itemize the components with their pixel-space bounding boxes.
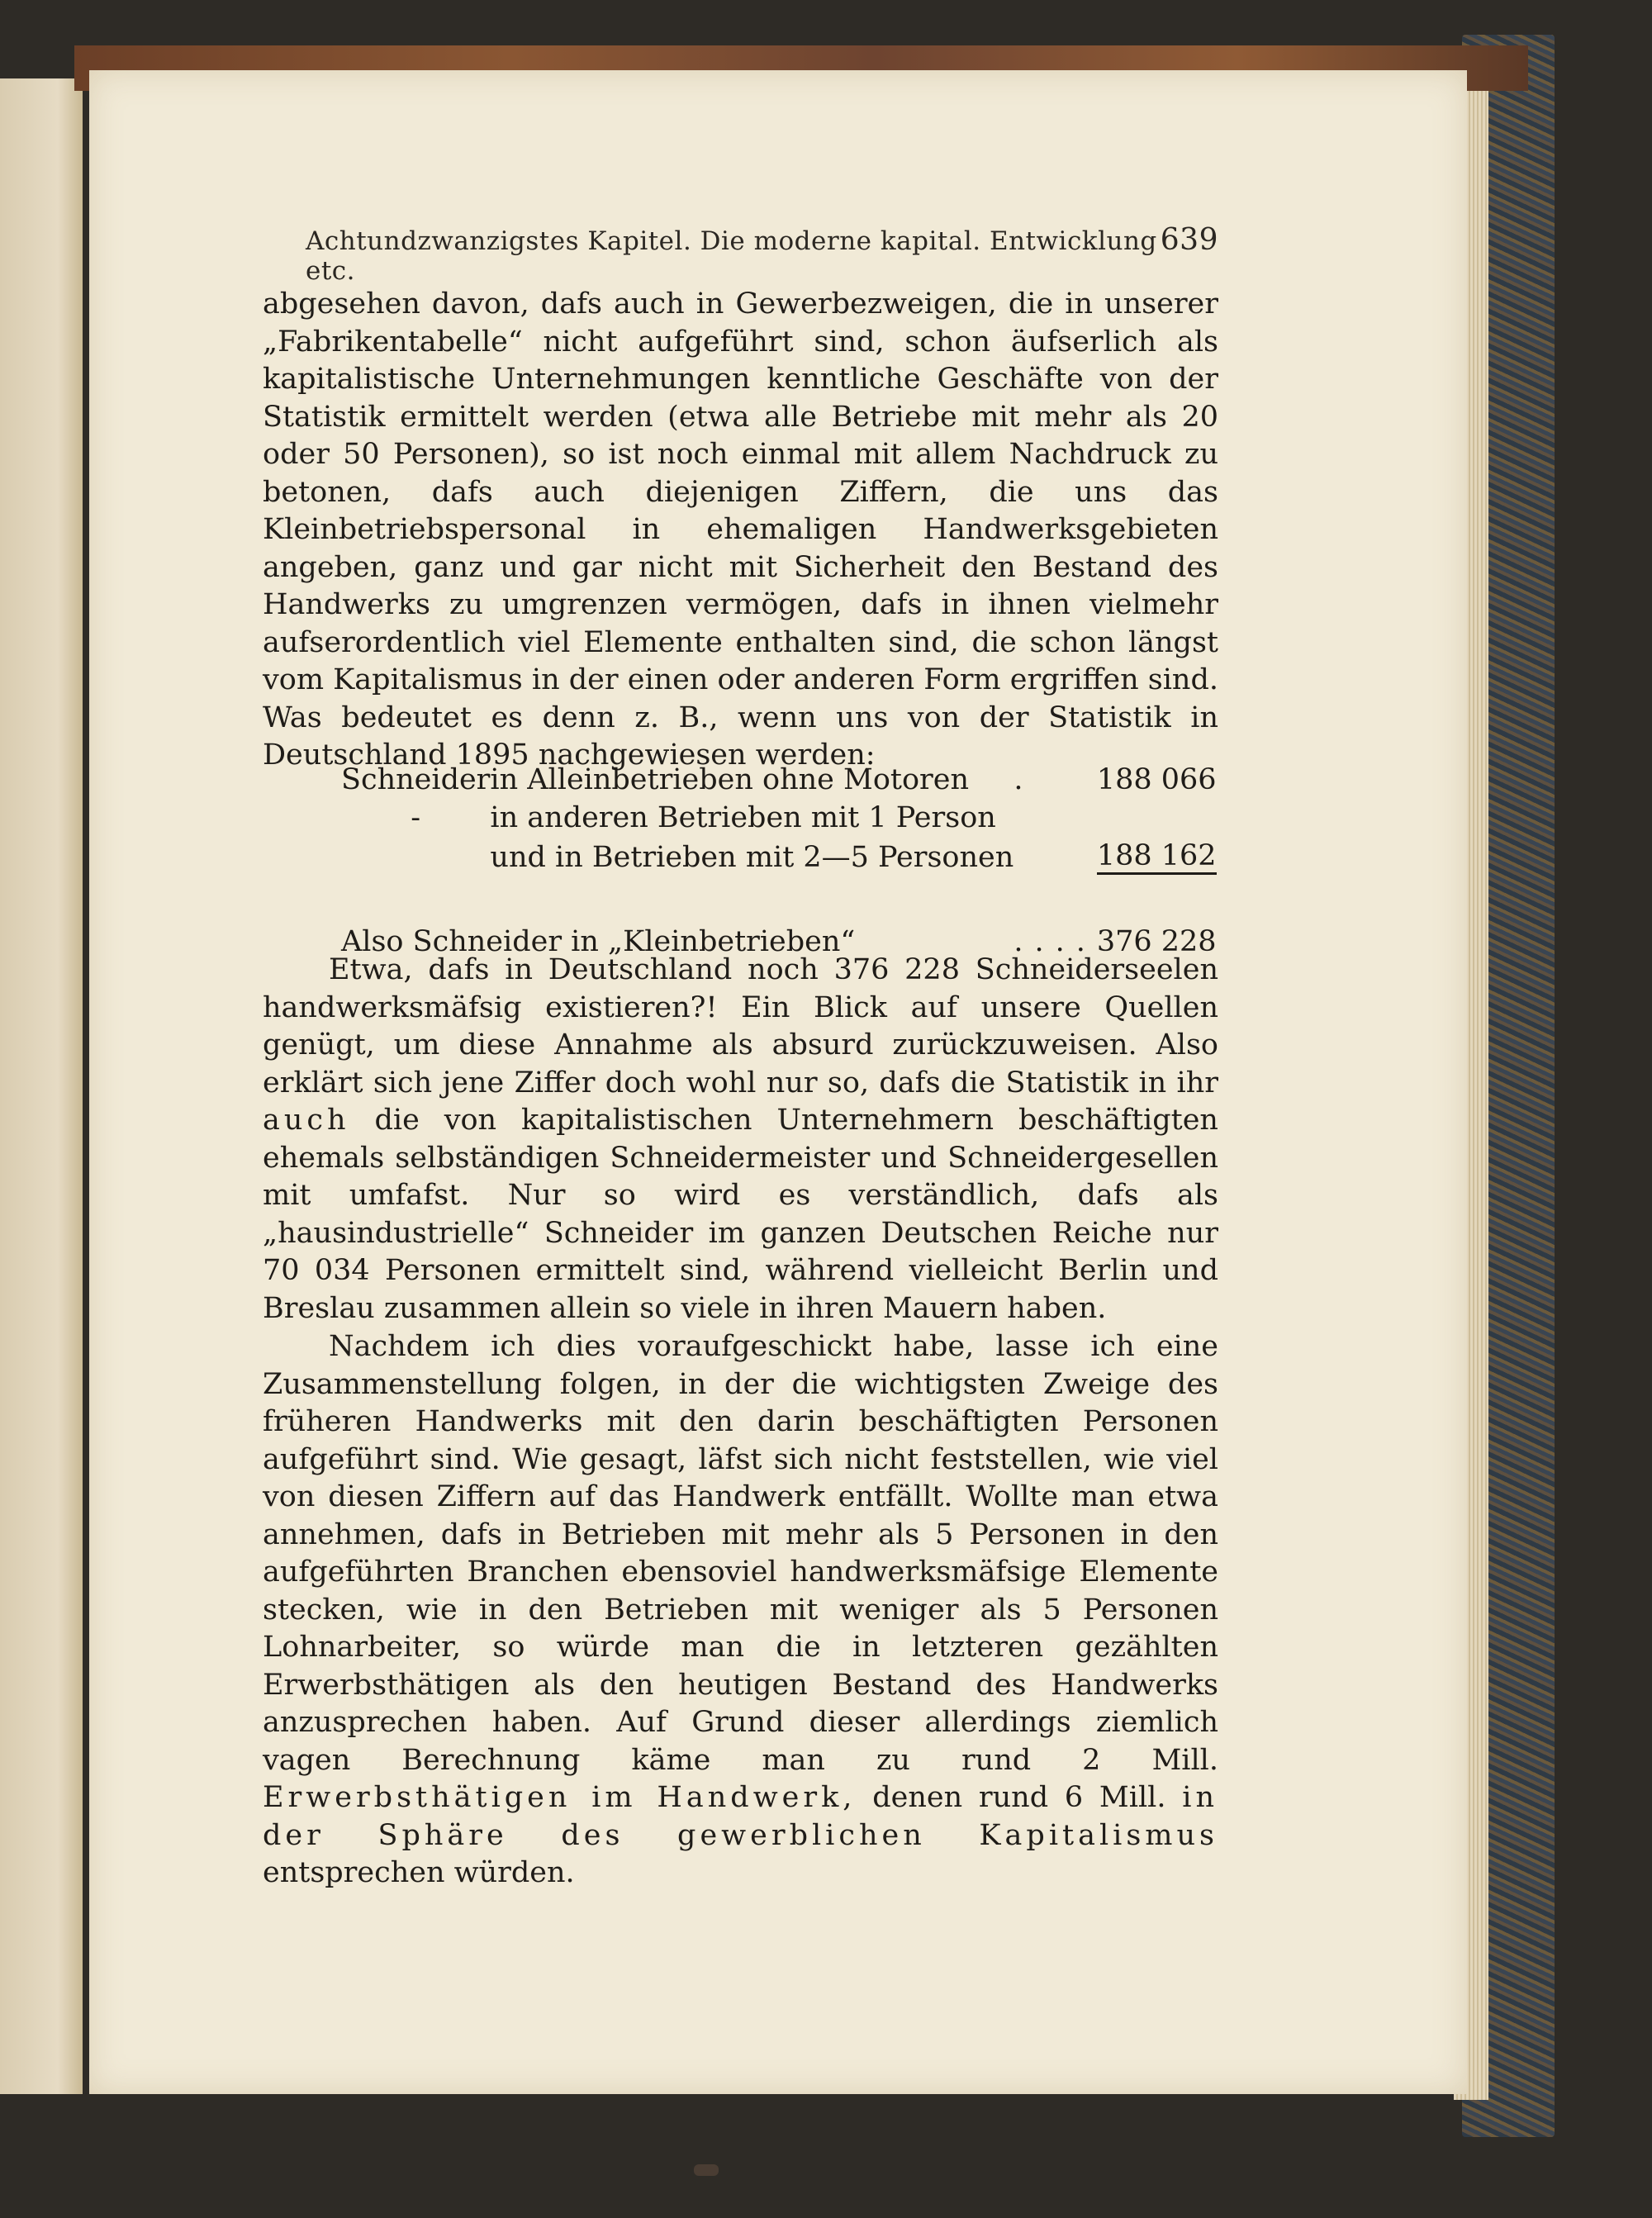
- left-page-edge: [0, 78, 83, 2094]
- row-description: und in Betrieben mit 2—5 Personen: [490, 840, 1014, 874]
- paragraph-2-text: Etwa, dafs in Deutschland noch 376 228 Schneiderseelen handwerksmäfsig existieren?! Ein Blick auf unsere Quellen genügt, um diese Annahme als absurd zurückzuweisen. Also erklärt sich jene Ziffer doch wohl nur so, dafs die Statistik in ihr: [263, 953, 1218, 1100]
- paragraph-3-text: Nachdem ich dies voraufgeschickt habe, lasse ich eine Zusammenstellung folgen, in der die wichtigsten Zweige des früheren Handwerks mit den darin beschäftigten Personen aufgeführt sind. Wie gesagt, läfst sich nicht feststellen, wie viel von diesen Ziffern auf das Handwerk entfällt. Wollte man etwa annehmen, dafs in Betrieben mit mehr als 5 Personen in den aufgeführten Branchen ebensoviel handwerksmäfsige Elemente stecken, wie in den Betrieben mit weniger als 5 Personen Lohnarbeiter, so würde man die in letzteren gezählten Erwerbsthätigen als den heutigen Bestand des Handwerks anzusprechen haben. Auf Grund dieser allerdings ziemlich vagen Berechnung käme man zu rund 2 Mill.: [263, 1330, 1218, 1777]
- total-value: 376 228: [1096, 924, 1217, 958]
- running-head-title: Achtundzwanzigstes Kapitel. Die moderne kapital. Entwicklung etc.: [306, 226, 1157, 286]
- total-label: Also Schneider in „Kleinbetrieben“: [341, 924, 856, 958]
- ditto-mark: -: [411, 801, 421, 834]
- row-value: 188 066: [1096, 763, 1217, 796]
- table-row: [341, 758, 1217, 796]
- row-description: in Alleinbetrieben ohne Motoren: [490, 763, 970, 796]
- ribbon-tip: [694, 2164, 719, 2176]
- leader-dots: ....: [1014, 924, 1097, 958]
- paragraph-2-text-rest: die von kapitalistischen Unternehmern beschäftigten ehemals selbständigen Schneidermeister und Schneidergesellen mit umfafst. Nur so wird es verständlich, dafs als „hausindustrielle“ Schneider im ganzen Deutschen Reiche nur 70 034 Personen ermittelt sind, während vielleicht Berlin und Breslau zusammen allein so viele in ihren Mauern haben.: [263, 1104, 1218, 1325]
- table-row: [341, 834, 1217, 874]
- leader-dot: .: [1014, 763, 1023, 796]
- running-head: [306, 223, 1218, 286]
- row-description: in anderen Betrieben mit 1 Person: [490, 801, 996, 834]
- sum-rule: [341, 874, 1217, 912]
- paragraph-1: abgesehen davon, dafs auch in Gewerbezweigen, die in unserer „Fabrikentabelle“ nicht aufgeführt sind, schon äufserlich als kapitalistische Unternehmungen kenntliche Geschäfte von der Statistik ermittelt werden (etwa alle Betriebe mit mehr als 20 oder 50 Personen), so ist noch einmal mit allem Nachdruck zu betonen, dafs auch diejenigen Ziffern, die uns das Kleinbetriebspersonal in ehemaligen Handwerksgebieten angeben, ganz und gar nicht mit Sicherheit den Bestand des Handwerks zu umgrenzen vermögen, dafs in ihnen vielmehr aufserordentlich viel Elemente enthalten sind, die schon längst vom Kapitalismus in der einen oder anderen Form ergriffen sind. Was bedeutet es denn z. B., wenn uns von der Statistik in Deutschland 1895 nachgewiesen werden:: [263, 287, 1218, 772]
- page-number: 639: [1160, 223, 1218, 257]
- paragraph-2: [263, 952, 1218, 1327]
- statistics-table: [341, 758, 1217, 958]
- emphasis-spaced: Erwerbsthätigen im Handwerk,: [263, 1781, 857, 1814]
- paragraph-3: [263, 1328, 1218, 1893]
- paragraph-3-text-mid: denen rund 6 Mill.: [872, 1781, 1166, 1814]
- paragraph-3-text-end: entsprechen würden.: [263, 1856, 575, 1889]
- row-label: Schneider: [341, 763, 491, 796]
- table-row: [341, 796, 1217, 834]
- row-value: 188 162: [1096, 839, 1217, 872]
- emphasis-spaced: auch: [263, 1104, 350, 1137]
- emphasis-spaced: in der Sphäre des gewerblichen Kapitalismus: [263, 1781, 1218, 1852]
